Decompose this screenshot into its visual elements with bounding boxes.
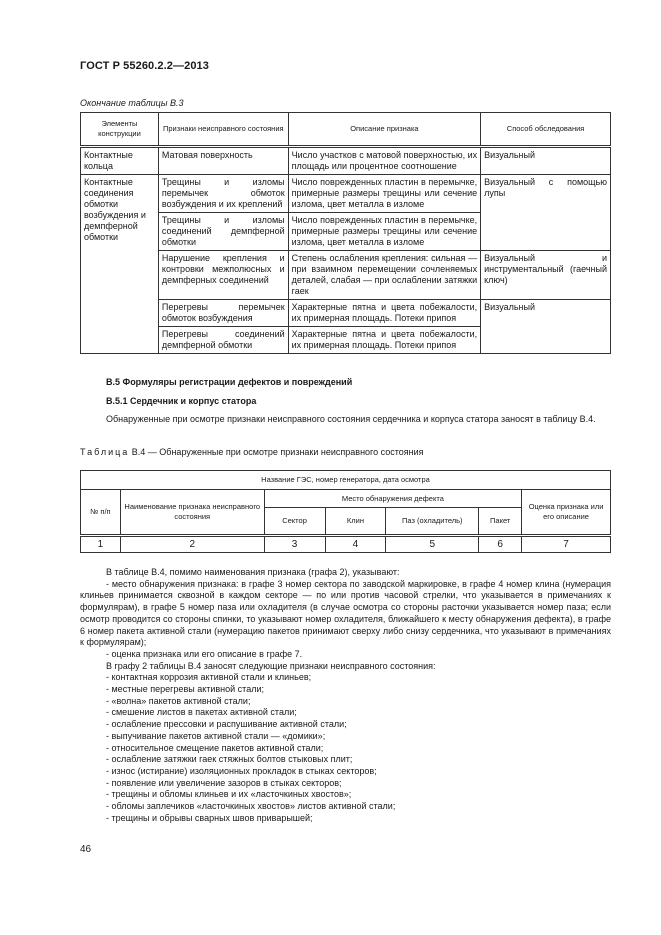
caption-prefix: Таблица (80, 447, 130, 457)
header-cell: Описание признака (288, 113, 480, 147)
table-row (81, 175, 611, 213)
description-cell: Число поврежденных пластин в перемычке, примерные размеры трещины или сечение излома, цвет металла в изломе (288, 213, 480, 251)
description-cell: Характерные пятна и цвета побежалости, их примерная площадь. Потеки припоя (288, 327, 480, 354)
method-cell: Визуальный (481, 300, 611, 354)
header-cell: № п/п (81, 490, 121, 536)
column-number: 3 (264, 536, 325, 553)
description-cell: Степень ослабления крепления: сильная — при взаимном перемещении сочленяемых деталей, слабая — при ослаблении затяжки гаек (288, 251, 480, 300)
header-cell: Сектор (264, 508, 325, 536)
section-b51-title: В.5.1 Сердечник и корпус статора (106, 396, 257, 406)
header-cell: Признаки неисправного состояния (158, 113, 288, 147)
table-b4-caption (80, 447, 424, 457)
list-item: - обломы заплечиков «ласточкиных хвостов» листов активной стали; (106, 801, 396, 812)
element-cell: Контактные соединения обмотки возбуждения и демпферной обмотки (81, 175, 159, 354)
sign-cell: Матовая поверхность (158, 147, 288, 175)
top-header-cell: Название ГЭС, номер генератора, дата осмотра (81, 471, 611, 490)
header-cell: Оценка признака или его описание (522, 490, 611, 536)
sign-cell: Перегревы перемычек обмоток возбуждения (158, 300, 288, 327)
header-cell: Место обнаружения дефекта (264, 490, 522, 508)
section-b51-intro: Обнаруженные при осмотре признаки неисправного состояния сердечника и корпуса статора заносят в таблицу В.4. (106, 414, 596, 424)
paragraph: - место обнаружения признака: в графе 3 номер сектора по заводской маркировке, в графе 4 номер клина (нумерация клиньев принимается сквозной в каждом секторе — по или против часовой стрелки, что указывается в примечаниях к формулярам), в графе 5 номер паза или охладителя (в случае осмотра со стороны расточки указывается номер паза; если осмотр проводится со стороны спинки, то указывают номер охладителя, ближайшего к месту обнаружения дефекта), в графе 6 номер пакета активной стали (нумерацию пакетов принимают сверху либо снизу сердечника, что указывают в примечаниях к формулярам); (80, 578, 611, 648)
list-item: - контактная коррозия активной стали и клиньев; (106, 672, 312, 683)
table-header-row (81, 471, 611, 490)
list-item: - трещины и обломы клиньев и их «ласточкиных хвостов»; (106, 789, 352, 800)
page-number: 46 (80, 844, 92, 855)
paragraph: В таблице В.4, помимо наименования признака (графа 2), указывают: (106, 567, 400, 577)
list-item: - ослабление прессовки и распушивание активной стали; (106, 719, 347, 730)
table-row (81, 300, 611, 327)
element-cell: Контактные кольца (81, 147, 159, 175)
list-item: - «волна» пакетов активной стали; (106, 695, 251, 706)
list-item: - ослабление затяжки гаек стяжных болтов стыковых плит; (106, 754, 353, 765)
method-cell: Визуальный и инструментальный (гаечный ключ) (481, 251, 611, 300)
list-item: - смешение листов в пакетах активной стали; (106, 707, 297, 718)
list-item: - появление или увеличение зазоров в стыках секторов; (106, 777, 342, 788)
section-b5-title: В.5 Формуляры регистрации дефектов и повреждений (106, 377, 353, 387)
column-number: 5 (386, 536, 479, 553)
table-b3-caption: Окончание таблицы В.3 (80, 98, 184, 108)
header-cell: Наименование признака неисправного состояния (120, 490, 264, 536)
table-b3 (80, 112, 611, 354)
sign-cell: Трещины и изломы перемычек обмоток возбуждения и их креплений (158, 175, 288, 213)
table-row (81, 147, 611, 175)
table-b4 (80, 470, 611, 553)
method-cell: Визуальный (481, 147, 611, 175)
list-item: - выпучивание пакетов активной стали — «домики»; (106, 730, 326, 741)
header-cell: Паз (охладитель) (386, 508, 479, 536)
table-header-row (81, 113, 611, 147)
paragraph: В графу 2 таблицы В.4 заносят следующие признаки неисправного состояния: (106, 660, 436, 671)
sign-cell: Перегревы соединений демпферной обмотки (158, 327, 288, 354)
sign-cell: Нарушение крепления и контровки межполюсных и демпферных соединений (158, 251, 288, 300)
column-number: 6 (479, 536, 522, 553)
sign-cell: Трещины и изломы соединений демпферной обмотки (158, 213, 288, 251)
body-text (80, 567, 611, 824)
method-cell: Визуальный с помощью лупы (481, 175, 611, 251)
header-cell: Способ обследования (481, 113, 611, 147)
table-row (81, 251, 611, 300)
caption-rest: В.4 — Обнаруженные при осмотре признаки неисправного состояния (129, 447, 424, 457)
list-item: - износ (истирание) изоляционных прокладок в стыках секторов; (106, 765, 377, 776)
column-number: 7 (522, 536, 611, 553)
description-cell: Характерные пятна и цвета побежалости, их примерная площадь. Потеки припоя (288, 300, 480, 327)
description-cell: Число участков с матовой поверхностью, их площадь или процентное соотношение (288, 147, 480, 175)
header-cell: Элементы конструкции (81, 113, 159, 147)
list-item: - местные перегревы активной стали; (106, 684, 264, 695)
defect-list (80, 672, 611, 824)
column-number-row (81, 536, 611, 553)
column-number: 4 (325, 536, 386, 553)
list-item: - относительное смещение пакетов активной стали; (106, 742, 324, 753)
column-number: 1 (81, 536, 121, 553)
column-number: 2 (120, 536, 264, 553)
description-cell: Число поврежденных пластин в перемычке, примерные размеры трещины или сечение излома, цвет металла в изломе (288, 175, 480, 213)
document-header: ГОСТ Р 55260.2.2—2013 (80, 60, 209, 72)
header-cell: Пакет (479, 508, 522, 536)
paragraph: - оценка признака или его описание в графе 7. (106, 648, 303, 659)
header-cell: Клин (325, 508, 386, 536)
list-item: - трещины и обрывы сварных швов приварышей; (106, 812, 313, 823)
table-header-row (81, 490, 611, 508)
